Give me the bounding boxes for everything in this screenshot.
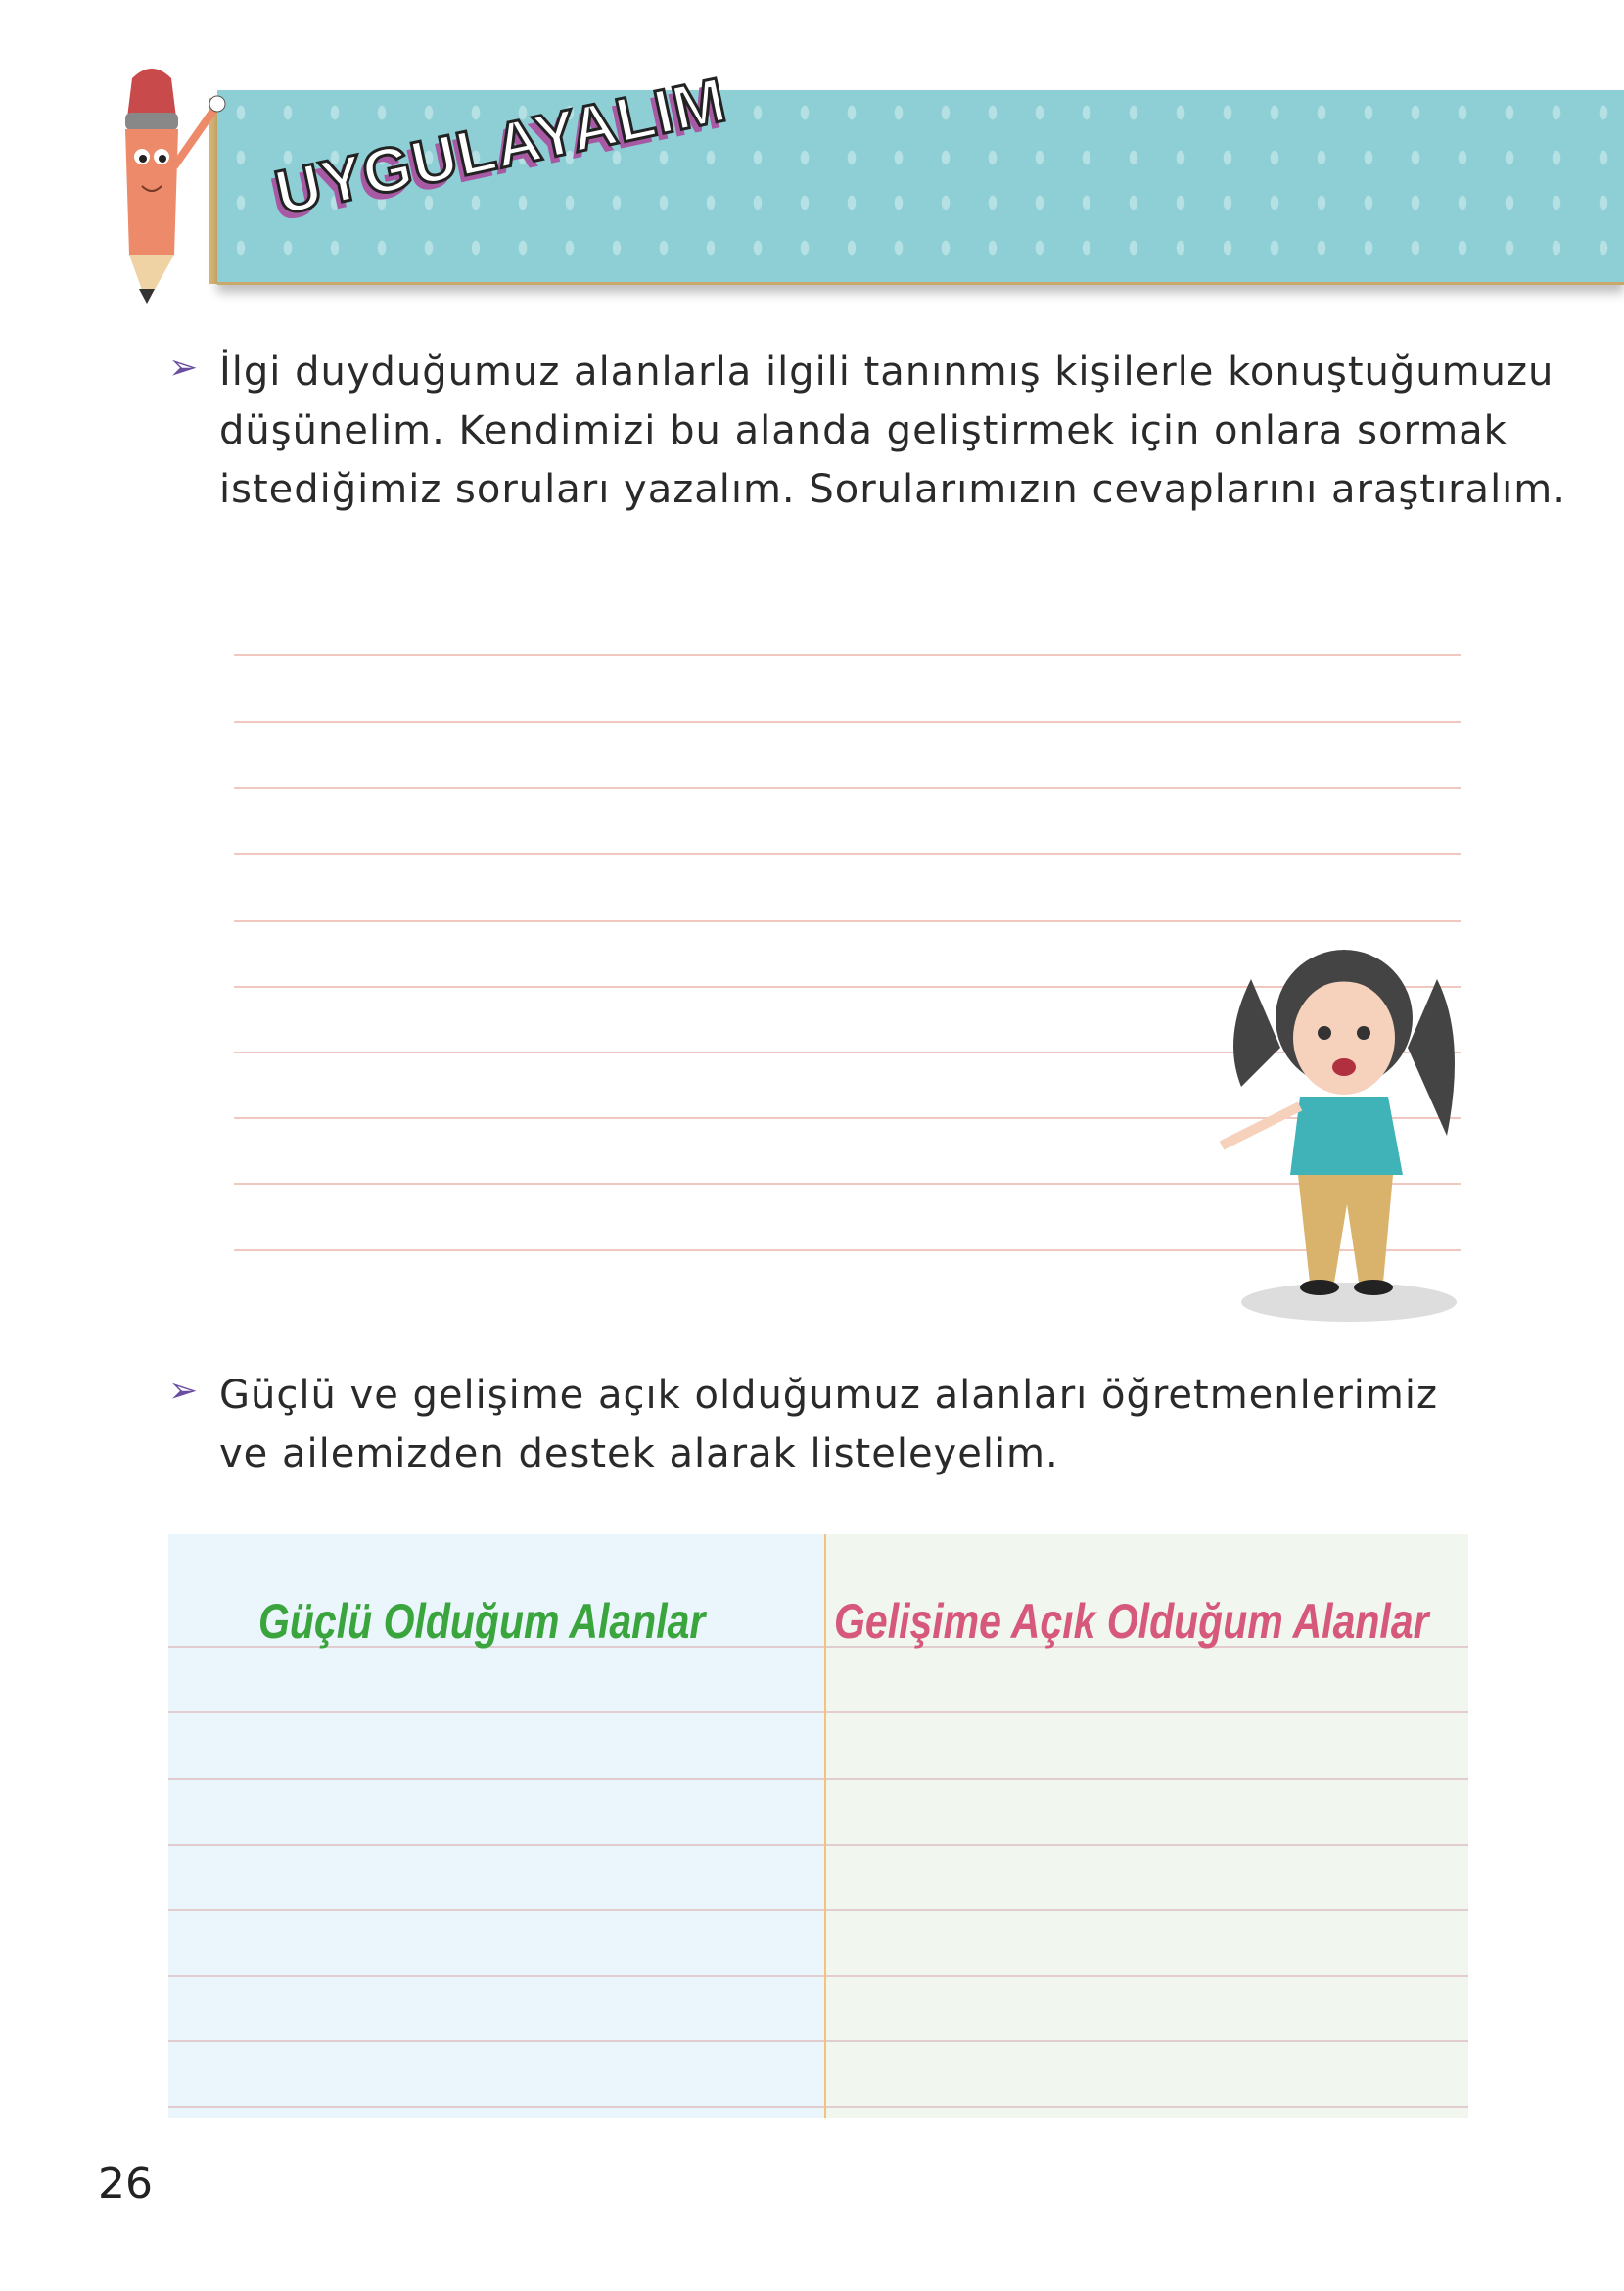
girl-illustration-icon <box>1212 920 1476 1332</box>
table-line <box>168 1975 1468 1977</box>
strengths-table <box>168 1534 1468 2118</box>
instruction-1 <box>219 343 1566 519</box>
column-divider <box>824 1534 826 2118</box>
instruction-line: ve ailemizden destek alarak listeleyelim. <box>219 1431 1059 1476</box>
instruction-line: İlgi duyduğumuz alanlarla ilgili tanınmış kişilerle konuştuğumuzu <box>219 350 1554 395</box>
writing-line[interactable] <box>234 853 1461 855</box>
bullet-arrow-icon: ➢ <box>168 1371 199 1411</box>
section-title: UYGULAYALIM <box>268 64 733 229</box>
bullet-arrow-icon: ➢ <box>168 348 199 388</box>
instruction-line: düşünelim. Kendimizi bu alanda geliştirmek için onlara sormak <box>219 408 1508 453</box>
instruction-line: istediğimiz soruları yazalım. Sorularımızın cevaplarını araştıralım. <box>219 467 1566 512</box>
pencil-mascot-icon <box>88 59 235 313</box>
writing-line[interactable] <box>234 787 1461 789</box>
table-line <box>168 2106 1468 2108</box>
table-line <box>168 1844 1468 1846</box>
table-line <box>168 2040 1468 2042</box>
table-line <box>168 1711 1468 1713</box>
header-strengths: Güçlü Olduğum Alanlar <box>258 1594 706 1649</box>
table-line <box>168 1778 1468 1780</box>
page-number: 26 <box>98 2159 153 2209</box>
writing-line[interactable] <box>234 721 1461 723</box>
instruction-2 <box>219 1366 1438 1483</box>
table-line <box>168 1909 1468 1911</box>
header-improvement: Gelişime Açık Olduğum Alanlar <box>834 1594 1429 1649</box>
instruction-line: Güçlü ve gelişime açık olduğumuz alanları öğretmenlerimiz <box>219 1373 1438 1418</box>
writing-line[interactable] <box>234 654 1461 656</box>
